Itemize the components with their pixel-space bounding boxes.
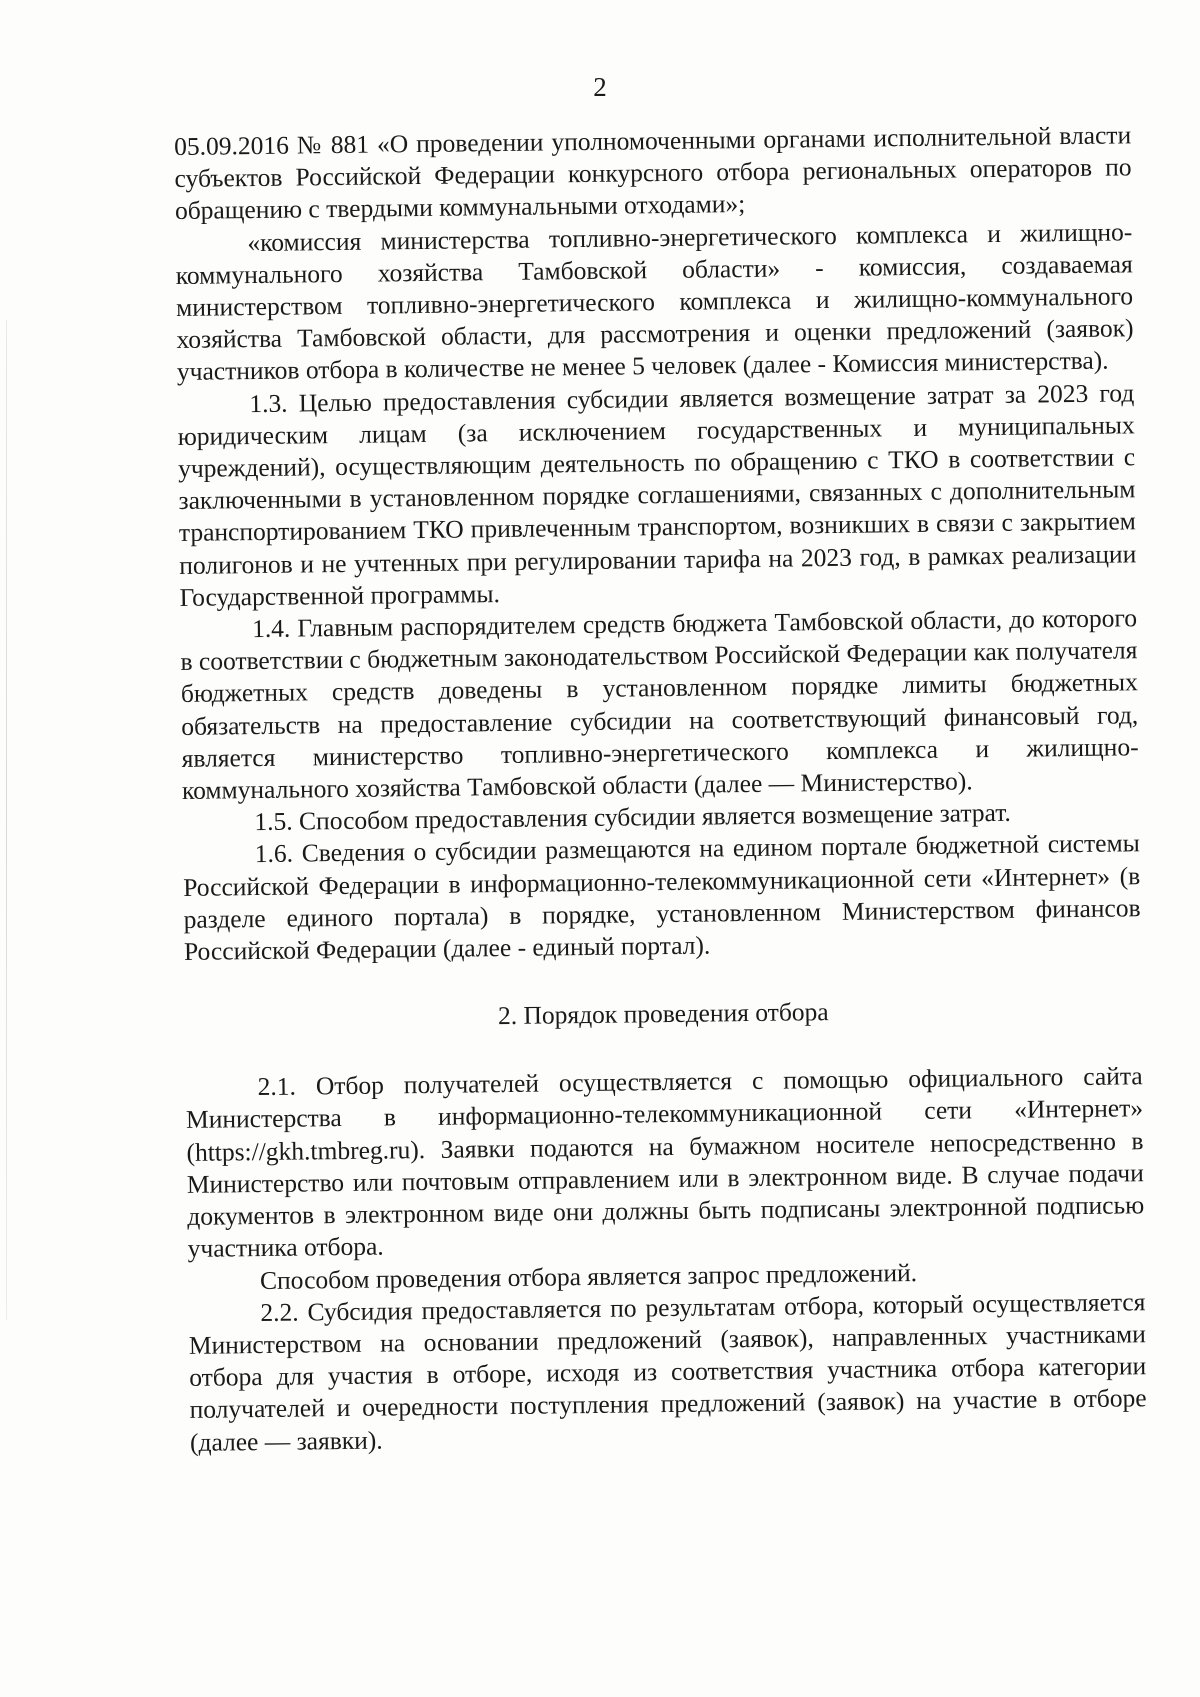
document-body — [174, 119, 1147, 1458]
page-number: 2 — [593, 72, 607, 102]
paragraph-1-6: 1.6. Сведения о субсидии размещаются на едином портале бюджетной системы Российской Федерации в информационно-телекоммуникационной сети «Интернет» (в разделе единого портала) в порядке, установленном Министерством финансов Российской Федерации (далее - единый портал). — [183, 828, 1141, 967]
paragraph-commission-definition: «комиссия министерства топливно-энергетического комплекса и жилищно-коммунального хозяйства Тамбовской области» - комиссия, создаваемая министерством топливно-энергетического комплекса и жилищно-коммунального хозяйства Тамбовской области, для рассмотрения и оценки предложений (заявок) участников отбора в количестве не менее 5 человек (далее - Комиссия министерства). — [175, 216, 1134, 387]
paragraph-2-2: 2.2. Субсидия предоставляется по результатам отбора, который осуществляется Министерством на основании предложений (заявок), направленных участниками отбора для участия в отборе, исходя из соответствия участника отбора категории получателей и очередности поступления предложений (заявок) на участие в отборе (далее — заявки). — [188, 1286, 1147, 1457]
scan-edge-shadow — [6, 320, 7, 1320]
paragraph-1-3: 1.3. Целью предоставления субсидии является возмещение затрат за 2023 год юридическим лицам (за исключением государственных и муниципальных учреждений), осуществляющим деятельность по обращению с ТКО в соответствии с заключенными в установленном порядке соглашениями, связанных с дополнительным транспортированием ТКО привлеченным транспортом, возникших в связи с закрытием полигонов и не учтенных при регулировании тарифа на 2023 год, в рамках реализации Государственной программы. — [177, 377, 1137, 612]
paragraph-1-4: 1.4. Главным распорядителем средств бюджета Тамбовской области, до которого в соответствии с бюджетным законодательством Российской Федерации как получателя бюджетных средств доведены в установленном порядке лимиты бюджетных обязательств на предоставление субсидии на соответствующий финансовый год, является министерство топливно-энергетического комплекса и жилищно-коммунального хозяйства Тамбовской области (далее — Министерство). — [180, 603, 1139, 806]
paragraph-selection-method: Способом проведения отбора является запрос предложений. — [259, 1257, 918, 1295]
paragraph-2-1: 2.1. Отбор получателей осуществляется с помощью официального сайта Министерства в информационно-телекоммуникационной сети «Интернет» (https://gkh.tmbreg.ru). Заявки подаются на бумажном носителе непосредственно в Министерство или почтовым отправлением или в электронном виде. В случае подачи документов в электронном виде они должны быть подписаны электронной подписью участника отбора. — [185, 1061, 1145, 1264]
paragraph-1-5: 1.5. Способом предоставления субсидии является возмещение затрат. — [254, 798, 1012, 837]
paragraph-continuation: 05.09.2016 № 881 «О проведении уполномоченными органами исполнительной власти субъектов Российской Федерации конкурсного отбора региональных операторов по обращению с твердыми коммунальными отходами»; — [174, 120, 1132, 226]
section-heading-2: 2. Порядок проведения отбора — [497, 997, 829, 1031]
